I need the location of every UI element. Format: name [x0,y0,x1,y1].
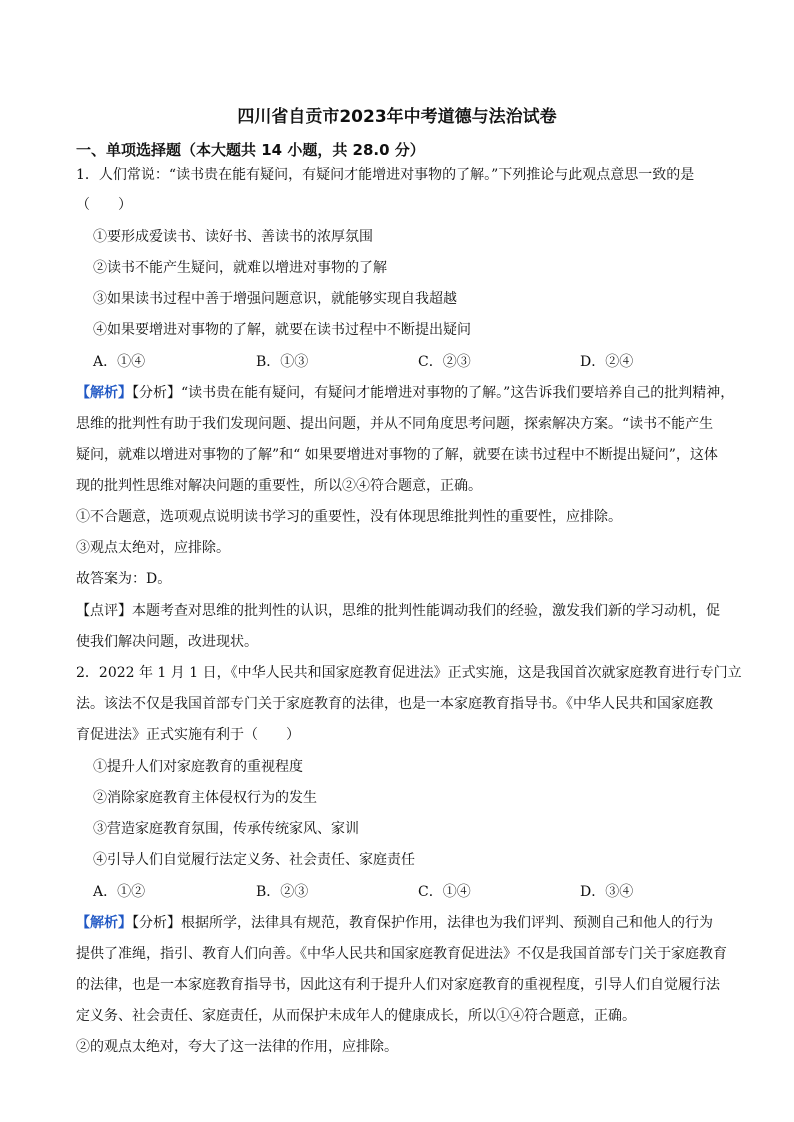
q1-option-d: D．②④ [580,354,634,370]
q2-stem-line-2: 法。该法不仅是我国首部专门关于家庭教育的法律，也是一本家庭教育指导书。《中华人民共和国家庭教 [76,696,713,712]
q1-analysis-text-1: 【分析】“读书贵在能有疑问，有疑问才能增进对事物的了解。”这告诉我们要培养自己的批判精神， [132,385,735,401]
q1-option-a: A．①④ [93,354,146,370]
q1-item-1: ①要形成爱读书、读好书、善读书的浓厚氛围 [93,229,373,245]
q2-analysis-tag: 【解析】 [76,915,132,931]
q2-item-1: ①提升人们对家庭教育的重视程度 [93,759,303,775]
q1-comment-line-2: 使我们解决问题，改进现状。 [76,634,258,650]
q1-analysis-tag: 【解析】 [76,385,132,401]
page-title: 四川省自贡市2023年中考道德与法治试卷 [237,107,557,127]
q1-stem-line-1: 1．人们常说：“读书贵在能有疑问，有疑问才能增进对事物的了解。”下列推论与此观点意思一致的是 [76,167,695,183]
section-heading: 一、单项选择题（本大题共 14 小题，共 28.0 分） [76,141,425,159]
q2-analysis-line-5: ②的观点太绝对，夸大了这一法律的作用，应排除。 [76,1039,398,1055]
q2-option-c: C．①④ [418,884,471,900]
q2-stem-line-3: 育促进法》正式实施有利于（ ） [76,727,300,743]
q1-option-b: B．①③ [256,354,309,370]
q1-comment-line-1: 【点评】本题考查对思维的批判性的认识，思维的批判性能调动我们的经验，激发我们新的学习动机，促 [76,603,720,619]
q1-item-2: ②读书不能产生疑问，就难以增进对事物的了解 [93,260,387,276]
q1-item-3: ③如果读书过程中善于增强问题意识，就能够实现自我超越 [93,291,457,307]
q1-analysis-line-1 [76,383,754,403]
q2-option-d: D．③④ [580,884,634,900]
q1-analysis-line-5: ①不合题意，选项观点说明读书学习的重要性，没有体现思维批判性的重要性，应排除。 [76,509,622,525]
q2-analysis-line-4: 定义务、社会责任、家庭责任，从而保护未成年人的健康成长，所以①④符合题意，正确。 [76,1008,636,1024]
q1-analysis-line-3: 疑问，就难以增进对事物的了解”和“ 如果要增进对事物的了解，就要在读书过程中不断提出疑问”，这体 [76,447,718,463]
q2-analysis-line-2: 提供了准绳，指引、教育人们向善。《中华人民共和国家庭教育促进法》不仅是我国首部专门关于家庭教育 [76,946,727,962]
q1-analysis-line-2: 思维的批判性有助于我们发现问题、提出问题，并从不同角度思考问题，探索解决方案。“读书不能产生 [76,416,714,432]
q1-options [93,352,713,372]
q2-item-2: ②消除家庭教育主体侵权行为的发生 [93,790,317,806]
q1-analysis-line-6: ③观点太绝对，应排除。 [76,540,230,556]
q2-option-a: A．①② [93,884,146,900]
q2-item-3: ③营造家庭教育氛围，传承传统家风、家训 [93,821,359,837]
q1-answer: 故答案为：D。 [76,571,172,587]
q2-analysis-line-3: 的法律，也是一本家庭教育指导书，因此这有利于提升人们对家庭教育的重视程度，引导人们自觉履行法 [76,977,720,993]
q1-option-c: C．②③ [418,354,471,370]
q2-stem-line-1: 2．2022 年 1 月 1 日，《中华人民共和国家庭教育促进法》正式实施，这是我国首次就家庭教育进行专门立 [76,665,742,681]
q1-item-4: ④如果要增进对事物的了解，就要在读书过程中不断提出疑问 [93,322,471,338]
q2-item-4: ④引导人们自觉履行法定义务、社会责任、家庭责任 [93,852,415,868]
q2-analysis-line-1 [76,913,754,933]
q2-options [93,882,713,902]
q1-analysis-line-4: 现的批判性思维对解决问题的重要性，所以②④符合题意，正确。 [76,478,482,494]
q2-analysis-text-1: 【分析】根据所学，法律具有规范，教育保护作用，法律也为我们评判、预测自己和他人的行为 [132,915,713,931]
q1-stem-line-2: （ ） [76,197,132,213]
q2-option-b: B．②③ [256,884,309,900]
